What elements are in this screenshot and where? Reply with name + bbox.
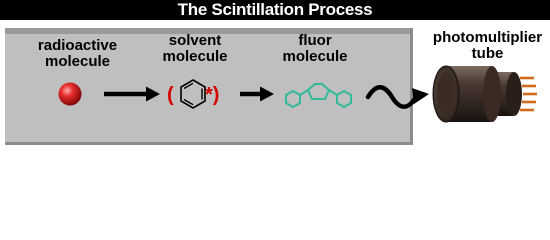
arrow-radioactive-to-solvent-icon [104,87,160,102]
fluor-label-line1: fluor [298,32,332,49]
diagram-title: The Scintillation Process [177,0,373,19]
pmt-label-line2: tube [471,45,504,62]
radioactive-label-line1: radioactive [37,37,118,54]
solvent-benzene-icon [181,80,205,108]
solvent-label-line2: molecule [162,48,228,65]
pmt-label-line1: photomultiplier [432,29,543,46]
solvent-label-line1: solvent [168,32,222,49]
wavy-photon-arrow-icon [368,87,429,107]
fluor-label-line2: molecule [282,48,348,65]
radioactive-molecule-icon [59,83,82,106]
solvent-excited-left-paren: ( [167,84,174,106]
fluor-molecule-icon [286,84,351,107]
arrow-solvent-to-fluor-icon [240,87,274,102]
radioactive-label-line2: molecule [44,53,111,70]
solvent-excited-right-paren: *) [205,84,220,106]
photomultiplier-tube-icon [433,66,537,122]
